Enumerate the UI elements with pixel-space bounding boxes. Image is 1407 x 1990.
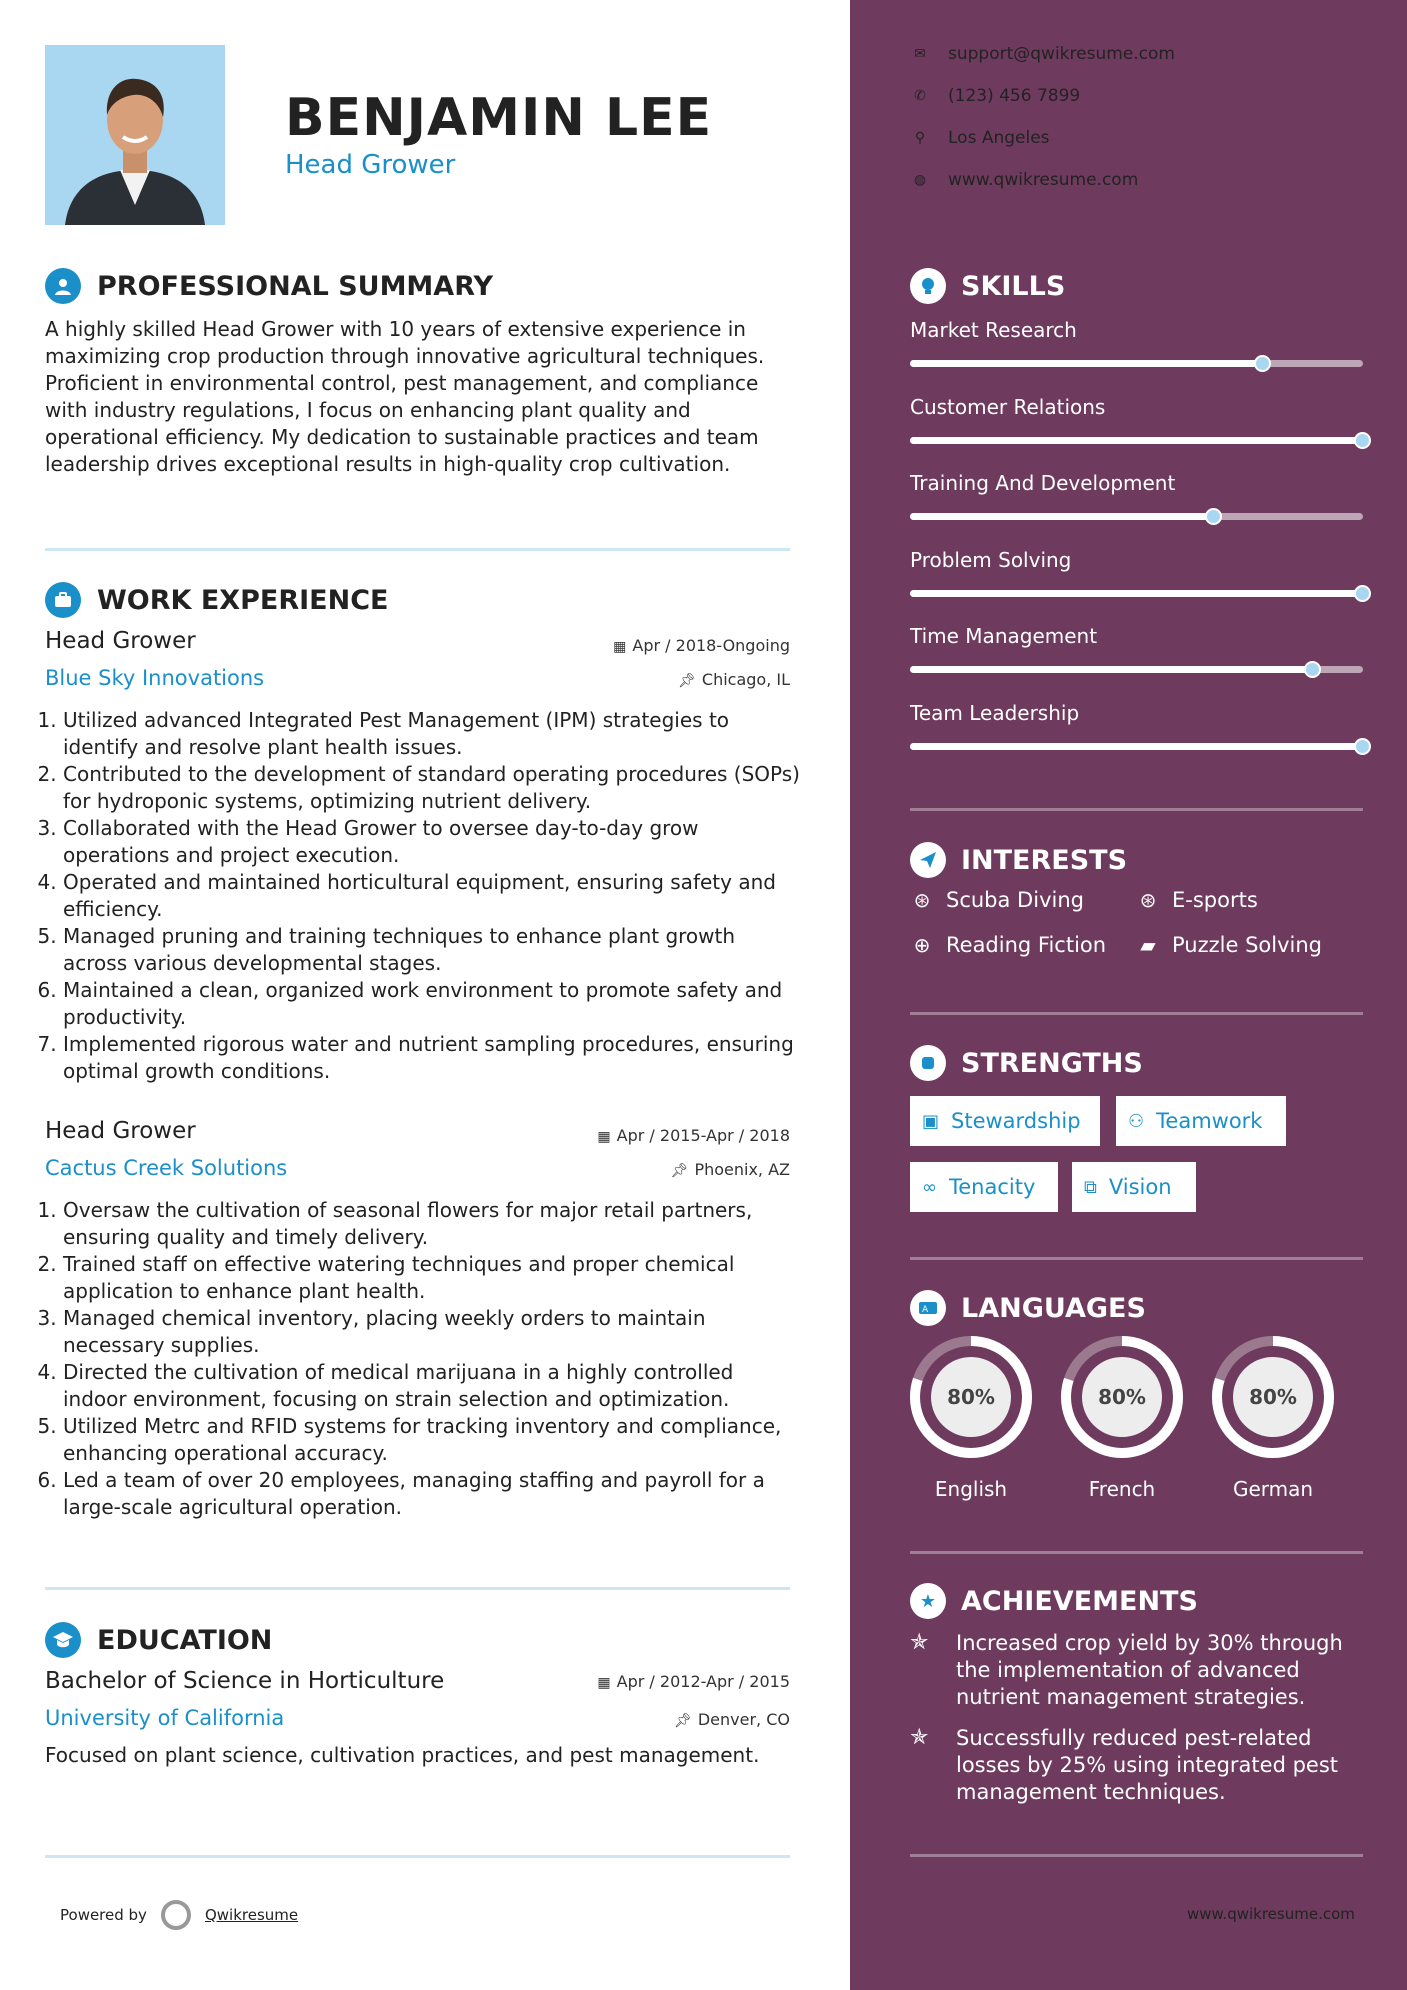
language-name: French <box>1088 1477 1156 1501</box>
briefcase-icon: ▣ <box>922 1110 940 1132</box>
work-title: WORK EXPERIENCE <box>97 584 389 616</box>
skill-label: Training And Development <box>910 471 1176 495</box>
calendar-icon: ▦ <box>597 1675 611 1691</box>
list-item: 5. Managed pruning and training techniques to enhance plant growth across various developmental stages. <box>63 923 800 977</box>
phone-icon: ✆ <box>914 88 926 104</box>
strength-badge <box>1072 1162 1196 1212</box>
person-portrait-icon <box>45 45 225 225</box>
skill-bar-fill <box>910 590 1363 597</box>
map-pin-icon: ⚲ <box>914 130 926 146</box>
skill-bar-fill <box>910 513 1214 520</box>
user-icon <box>45 268 81 304</box>
lifebuoy-icon: ⊛ <box>913 888 931 912</box>
language-item <box>1060 1335 1184 1501</box>
achievement-text: Increased crop yield by 30% through the implementation of advanced nutrient management strategies. <box>956 1631 1343 1709</box>
language-ring <box>909 1335 1033 1459</box>
lifebuoy-icon: ⊛ <box>1139 888 1157 912</box>
achievements-title: ACHIEVEMENTS <box>961 1585 1198 1617</box>
lightbulb-icon <box>910 268 946 304</box>
skill-bar <box>910 666 1363 673</box>
list-item: 3. Managed chemical inventory, placing weekly orders to maintain necessary supplies. <box>63 1305 800 1359</box>
skill-label: Customer Relations <box>910 394 1106 419</box>
skill-bar <box>910 437 1363 444</box>
contact-phone-text: (123) 456 7899 <box>948 86 1081 106</box>
job-title: Head Grower <box>45 628 196 654</box>
pin-icon: 📌︎ <box>678 673 696 689</box>
skill-bar-knob <box>1354 585 1371 602</box>
section-divider <box>45 1587 790 1590</box>
skills-title: SKILLS <box>961 270 1066 302</box>
contact-website[interactable] <box>910 170 1138 190</box>
interest-label: Puzzle Solving <box>1172 933 1322 957</box>
interest-item <box>1136 888 1258 912</box>
interest-label: Reading Fiction <box>946 933 1107 957</box>
work-heading <box>45 582 388 618</box>
languages-title: LANGUAGES <box>961 1292 1146 1324</box>
contact-location-text: Los Angeles <box>948 128 1050 148</box>
job-dates-text: Apr / 2018-Ongoing <box>632 636 790 655</box>
skills-heading <box>910 268 1065 304</box>
contact-email-text: support@qwikresume.com <box>948 44 1175 64</box>
degree-title: Bachelor of Science in Horticulture <box>45 1668 445 1694</box>
job-location <box>678 670 790 689</box>
language-ring <box>1211 1335 1335 1459</box>
job-dates <box>613 636 790 655</box>
section-divider <box>910 1257 1363 1260</box>
job-dates-text: Apr / 2015-Apr / 2018 <box>616 1126 790 1145</box>
section-divider <box>45 1855 790 1858</box>
qwikresume-logo-icon <box>161 1900 191 1930</box>
list-item: 6. Led a team of over 20 employees, managing staffing and payroll for a large-scale agricultural operation. <box>63 1467 800 1521</box>
achievement-text: Successfully reduced pest-related losses by 25% using integrated pest management techniques. <box>956 1726 1338 1804</box>
skill-label: Market Research <box>910 318 1077 342</box>
globe-icon: ◍ <box>913 172 927 188</box>
fist-icon <box>910 1045 946 1081</box>
education-heading <box>45 1622 272 1658</box>
skill-bar-fill <box>910 666 1313 673</box>
education-title: EDUCATION <box>97 1624 273 1656</box>
star-icon: ✯ <box>910 1630 929 1655</box>
skill-bar-fill <box>910 360 1263 367</box>
skill-label: Problem Solving <box>910 547 1072 572</box>
job-location-text: Phoenix, AZ <box>694 1160 790 1179</box>
pin-icon: 📌︎ <box>670 1163 689 1179</box>
job-bullets <box>45 707 800 1085</box>
list-item: 4. Operated and maintained horticultural equipment, ensuring safety and efficiency. <box>63 869 800 923</box>
contact-email[interactable] <box>910 44 1175 64</box>
candidate-role: Head Grower <box>285 150 456 180</box>
skill-bar <box>910 743 1363 750</box>
pin-icon: 📌︎ <box>674 1713 692 1729</box>
section-divider <box>910 1551 1363 1554</box>
contact-location <box>910 128 1050 148</box>
envelope-icon: ✉ <box>914 46 926 62</box>
education-description: Focused on plant science, cultivation practices, and pest management. <box>45 1743 760 1767</box>
list-item: 5. Utilized Metrc and RFID systems for tracking inventory and compliance, enhancing operational accuracy. <box>63 1413 800 1467</box>
summary-text: A highly skilled Head Grower with 10 years of extensive experience in maximizing crop production through innovative agricultural techniques. Proficient in environmental control, pest management, and compliance with industry regulations, I focus on enhancing plant quality and operational efficiency. My dedication to sustainable practices and team leadership drives exceptional results in high-quality crop cultivation. <box>45 317 765 476</box>
powered-by-label: Powered by <box>60 1906 147 1924</box>
strength-label: Tenacity <box>949 1175 1036 1199</box>
interest-label: Scuba Diving <box>946 888 1084 912</box>
contact-phone[interactable] <box>910 86 1080 106</box>
language-percent: 80% <box>1098 1385 1146 1409</box>
candidate-name: BENJAMIN LEE <box>285 88 713 148</box>
section-divider <box>910 808 1363 811</box>
education-location <box>674 1710 790 1729</box>
job-dates <box>597 1126 790 1145</box>
language-item <box>909 1335 1033 1501</box>
list-item: 2. Trained staff on effective watering techniques and proper chemical application to enhance plant health. <box>63 1251 800 1305</box>
skill-bar <box>910 360 1363 367</box>
paper-plane-icon <box>910 842 946 878</box>
list-item: 1. Oversaw the cultivation of seasonal flowers for major retail partners, ensuring quality and timely delivery. <box>63 1197 800 1251</box>
achievement-item <box>910 1630 1360 1711</box>
powered-by <box>60 1900 298 1930</box>
calendar-icon: ▦ <box>613 639 627 655</box>
interest-label: E-sports <box>1172 888 1258 912</box>
star-icon: ★ <box>910 1583 946 1619</box>
job-company: Blue Sky Innovations <box>45 666 265 690</box>
interest-item <box>910 933 1106 957</box>
gamepad-icon: ⊕ <box>913 933 931 957</box>
strengths-heading <box>910 1045 1143 1081</box>
job-location-text: Chicago, IL <box>701 670 790 689</box>
achievements-heading <box>910 1583 1198 1619</box>
strength-label: Vision <box>1108 1175 1172 1199</box>
skill-bar <box>910 590 1363 597</box>
graduation-cap-icon <box>45 1622 81 1658</box>
skill-bar <box>910 513 1363 520</box>
skill-bar-knob <box>1354 738 1371 755</box>
strength-badge <box>1116 1096 1286 1146</box>
link-icon: ∞ <box>922 1176 937 1198</box>
education-location-text: Denver, CO <box>697 1710 790 1729</box>
list-item: 6. Maintained a clean, organized work environment to promote safety and productivity. <box>63 977 800 1031</box>
qwikresume-link[interactable]: Qwikresume <box>204 1906 299 1924</box>
job-bullets <box>45 1197 800 1521</box>
interests-title: INTERESTS <box>961 844 1128 876</box>
job-location <box>671 1160 790 1179</box>
languages-heading <box>910 1290 1146 1326</box>
job-company: Cactus Creek Solutions <box>45 1156 288 1180</box>
strength-badge <box>910 1162 1058 1212</box>
language-name: German <box>1232 1477 1314 1501</box>
language-percent: 80% <box>947 1385 995 1409</box>
section-divider <box>910 1012 1363 1015</box>
education-dates-text: Apr / 2012-Apr / 2015 <box>616 1672 790 1691</box>
skill-bar-fill <box>910 743 1363 750</box>
list-item: 1. Utilized advanced Integrated Pest Management (IPM) strategies to identify and resolve plant health issues. <box>63 707 800 761</box>
education-dates <box>597 1672 790 1691</box>
summary-title: PROFESSIONAL SUMMARY <box>97 270 494 302</box>
strength-badge <box>910 1096 1100 1146</box>
contact-website-text: www.qwikresume.com <box>948 170 1139 190</box>
school-name: University of California <box>45 1706 285 1730</box>
strengths-title: STRENGTHS <box>961 1047 1143 1079</box>
achievement-item <box>910 1725 1360 1806</box>
list-item: 2. Contributed to the development of standard operating procedures (SOPs) for hydroponic systems, optimizing nutrient delivery. <box>63 761 800 815</box>
skill-bar-fill <box>910 437 1363 444</box>
skill-label: Time Management <box>910 624 1098 648</box>
translate-icon <box>910 1290 946 1326</box>
section-divider <box>910 1854 1363 1857</box>
summary-heading <box>45 268 493 304</box>
skill-bar-knob <box>1205 508 1222 525</box>
book-icon: ▰ <box>1140 933 1156 957</box>
binoculars-icon: ⧉ <box>1084 1176 1097 1198</box>
strength-label: Stewardship <box>951 1109 1081 1133</box>
strength-label: Teamwork <box>1156 1109 1263 1133</box>
skill-bar-knob <box>1354 432 1371 449</box>
language-percent: 80% <box>1249 1385 1297 1409</box>
briefcase-icon <box>45 582 81 618</box>
interest-item <box>1136 933 1322 957</box>
language-item <box>1211 1335 1335 1501</box>
list-item: 3. Collaborated with the Head Grower to oversee day-to-day grow operations and project execution. <box>63 815 800 869</box>
profile-photo <box>45 45 225 225</box>
users-icon: ⚇ <box>1128 1110 1145 1132</box>
interests-heading <box>910 842 1127 878</box>
calendar-icon: ▦ <box>597 1129 611 1145</box>
list-item: 7. Implemented rigorous water and nutrient sampling procedures, ensuring optimal growth conditions. <box>63 1031 800 1085</box>
skill-label: Team Leadership <box>910 700 1080 725</box>
language-ring <box>1060 1335 1184 1459</box>
job-title: Head Grower <box>45 1118 196 1144</box>
language-name: English <box>934 1477 1008 1501</box>
svg-text:A: A <box>922 1305 929 1315</box>
footer-site[interactable]: www.qwikresume.com <box>1187 1905 1355 1923</box>
star-icon: ✯ <box>910 1725 929 1750</box>
section-divider <box>45 548 790 551</box>
interest-item <box>910 888 1084 912</box>
list-item: 4. Directed the cultivation of medical marijuana in a highly controlled indoor environment, focusing on strain selection and optimization. <box>63 1359 800 1413</box>
